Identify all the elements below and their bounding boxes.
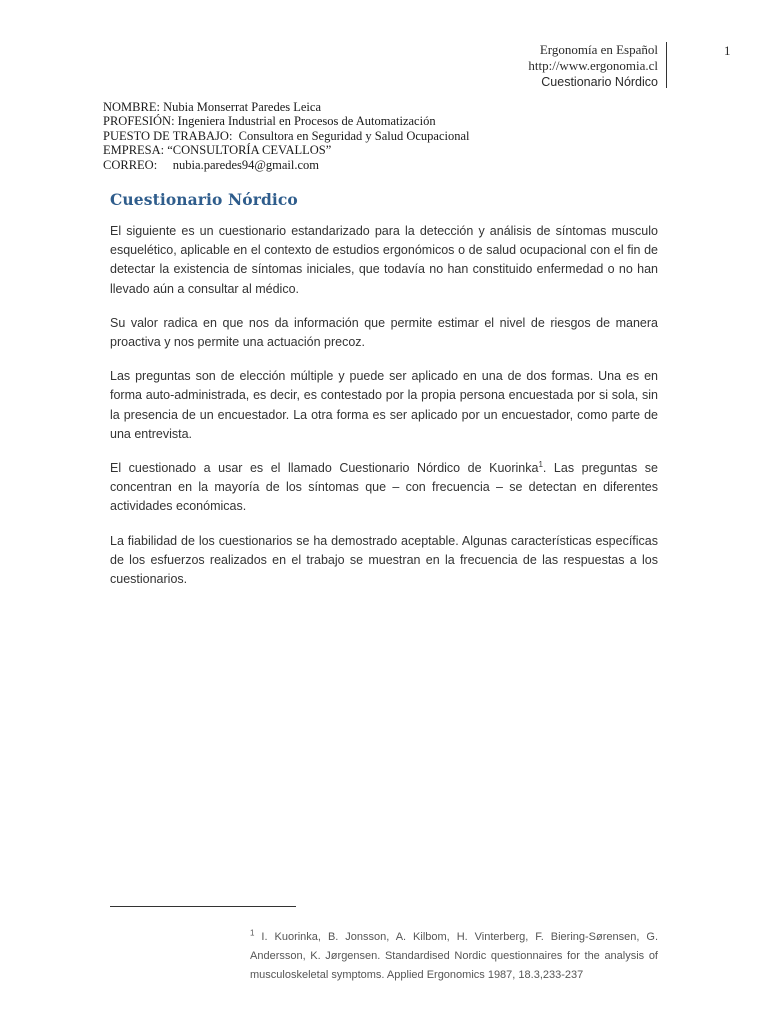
paragraph-4: [110, 459, 658, 517]
paragraph-1: El siguiente es un cuestionario estandarizado para la detección y análisis de síntomas musculo esquelético, aplicable en el contexto de estudios ergonómicos o de salud ocupacional con el fin de detectar la existencia de síntomas iniciales, que todavía no han constituido enfermedad o no han llevado aún a consultar al médico.: [110, 224, 658, 296]
footnote-marker: 1: [250, 928, 255, 938]
info-job-title: PUESTO DE TRABAJO: Consultora en Seguridad y Salud Ocupacional: [103, 128, 470, 143]
header-vertical-rule: [666, 42, 667, 88]
running-header: [528, 42, 658, 90]
footnote-text: I. Kuorinka, B. Jonsson, A. Kilbom, H. Vinterberg, F. Biering-Sørensen, G. Andersson, K. Jørgensen. Standardised Nordic questionnaires for the analysis of musculoskeletal symptoms. Applied Ergonomics 1987, 18.3,233-237: [250, 931, 658, 981]
info-email: CORREO: nubia.paredes94@gmail.com: [103, 157, 319, 172]
paragraph-2: Su valor radica en que nos da información que permite estimar el nivel de riesgos de manera proactiva y nos permite una actuación precoz.: [110, 315, 658, 350]
author-info: [103, 100, 470, 172]
footnote: [250, 928, 658, 985]
info-company: EMPRESA: “CONSULTORÍA CEVALLOS”: [103, 143, 332, 158]
paragraph-3: Las preguntas son de elección múltiple y puede ser aplicado en una de dos formas. Una es en forma auto-administrada, es decir, es contestado por la propia persona encuestada por si sola, sin la presencia de un encuestador. La otra forma es ser aplicado por un encuestador, como parte de una entrevista.: [110, 369, 658, 441]
header-url[interactable]: http://www.ergonomia.cl: [528, 58, 658, 73]
page-number: 1: [724, 43, 731, 58]
info-profession: PROFESIÓN: Ingeniera Industrial en Procesos de Automatización: [103, 114, 436, 129]
info-name: NOMBRE: Nubia Monserrat Paredes Leica: [103, 100, 321, 114]
paragraph-4-text-b: . Las preguntas se concentran en la mayoría de los síntomas que – con frecuencia – se detectan en diferentes actividades económicas.: [110, 461, 658, 514]
header-site-name: Ergonomía en Español: [539, 42, 658, 57]
footnote-separator: [110, 906, 296, 907]
footnote-reference[interactable]: 1: [538, 459, 543, 469]
main-content: [110, 190, 658, 604]
paragraph-4-text-a: El cuestionado a usar es el llamado Cuestionario Nórdico de Kuorinka: [110, 461, 539, 476]
paragraph-5: La fiabilidad de los cuestionarios se ha demostrado aceptable. Algunas características específicas de los esfuerzos realizados en el trabajo se muestran en la frecuencia de las respuestas a los cuestionarios.: [110, 533, 658, 587]
header-doc-title: Cuestionario Nórdico: [541, 75, 658, 89]
section-title: Cuestionario Nórdico: [110, 190, 298, 209]
